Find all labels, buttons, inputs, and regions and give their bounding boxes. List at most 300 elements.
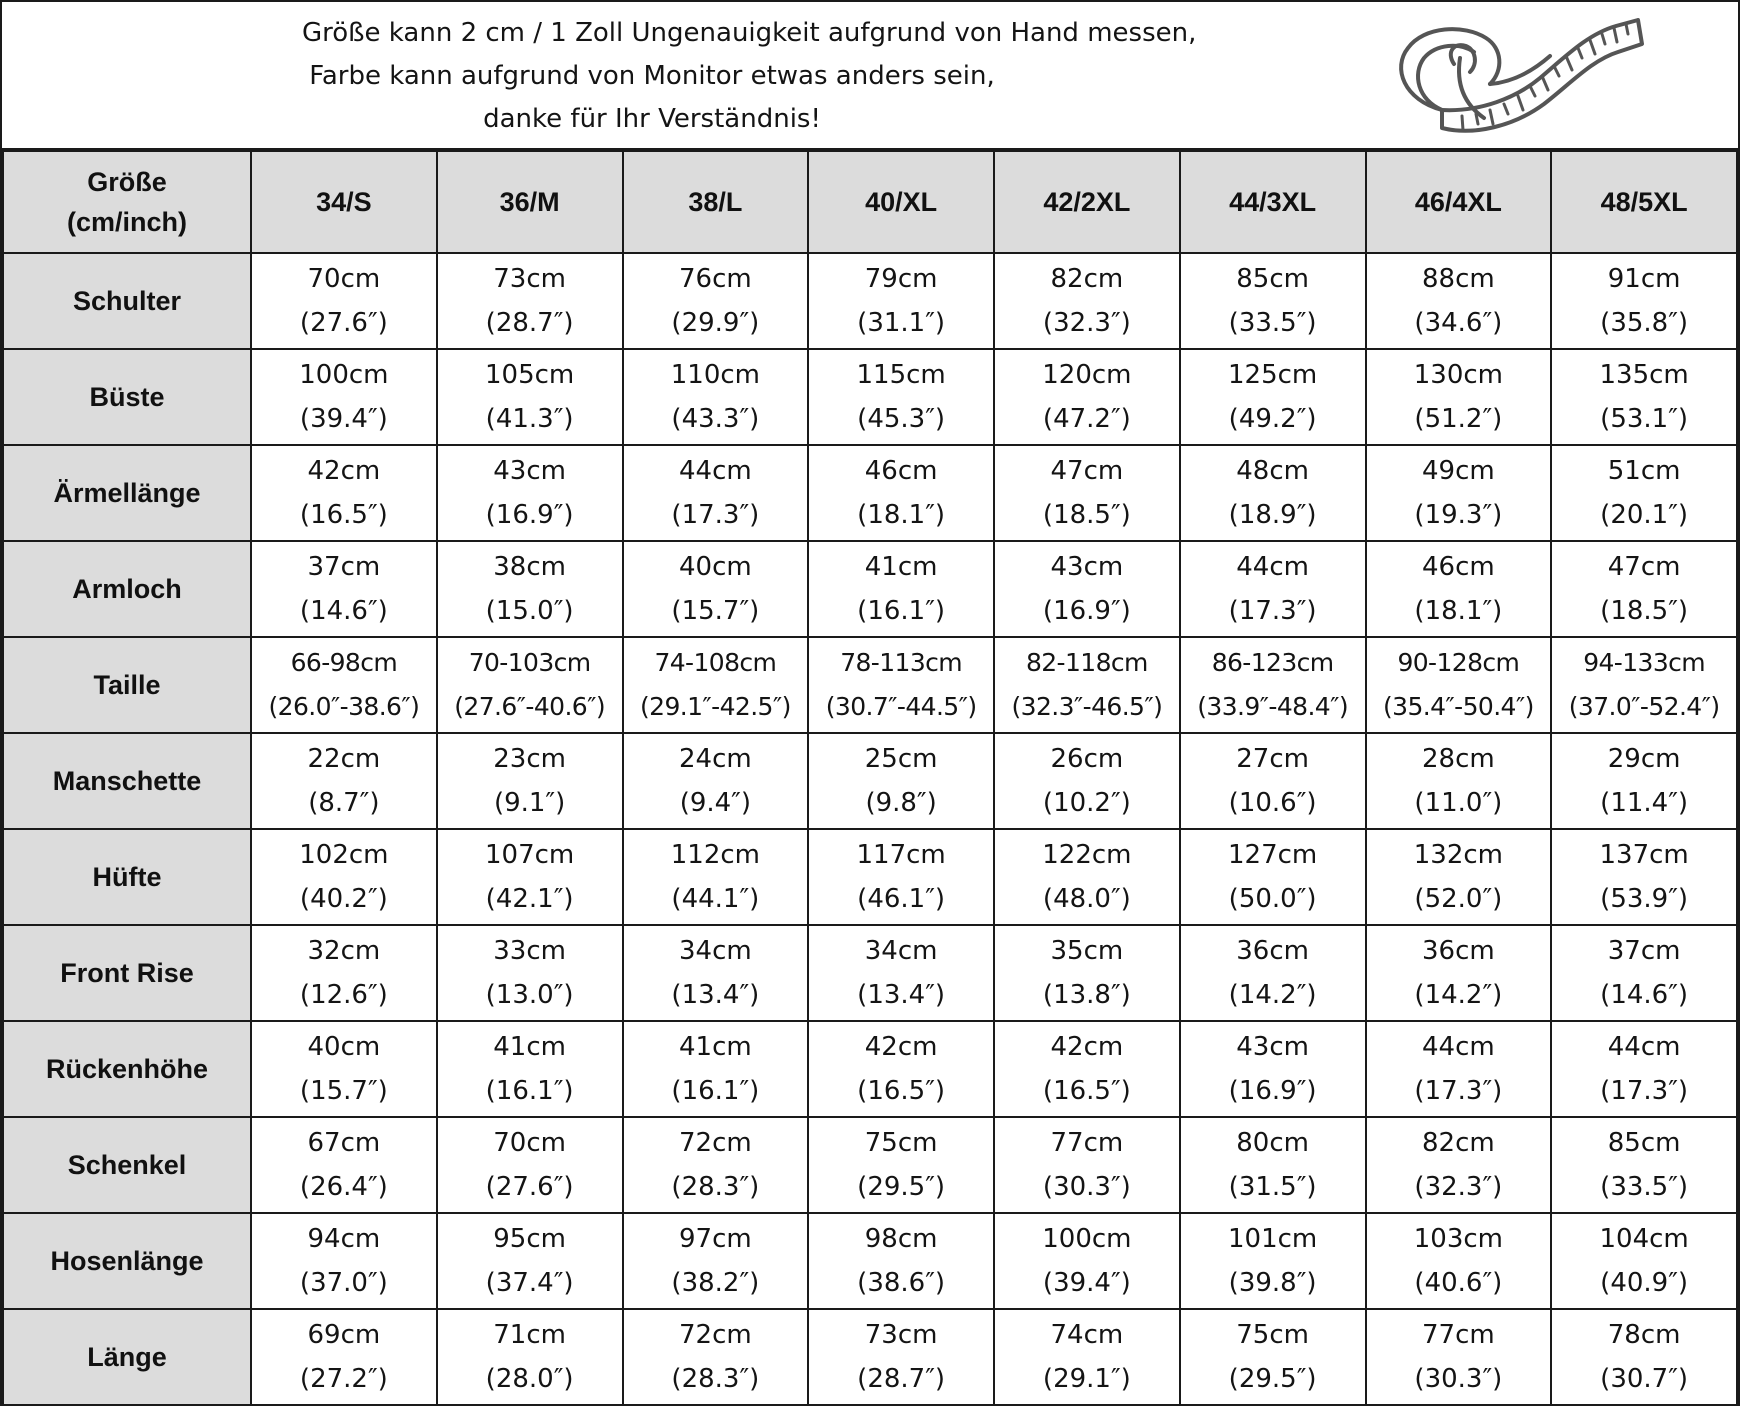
inch-value: (49.2″) [1228,404,1317,434]
inch-value: (30.3″) [1042,1172,1131,1202]
measurement-label: Ärmellänge [3,445,251,541]
inch-value: (27.6″-40.6″) [454,692,605,721]
measurement-cell [1366,349,1552,445]
cm-value: 75cm [1236,1320,1309,1350]
measurement-cell [623,349,809,445]
cm-value: 86-123cm [1211,648,1334,677]
inch-value: (18.1″) [857,500,946,530]
measurement-cell [1366,925,1552,1021]
inch-value: (15.0″) [485,596,574,626]
notice-line-1: Größe kann 2 cm / 1 Zoll Ungenauigkeit aufgrund von Hand messen, [302,18,1197,48]
measurement-cell [1180,1021,1366,1117]
measurement-cell [437,925,623,1021]
measurement-cell [1180,349,1366,445]
cm-value: 77cm [1422,1320,1495,1350]
inch-value: (38.2″) [671,1268,760,1298]
cm-value: 76cm [679,264,752,294]
cm-value: 85cm [1607,1128,1681,1158]
measurement-cell [994,253,1180,349]
table-row [3,541,1737,637]
measurement-cell [623,541,809,637]
inch-value: (42.1″) [485,884,574,914]
measurement-cell [437,253,623,349]
size-header: 48/5XL [1551,151,1737,253]
cm-value: 48cm [1236,456,1309,486]
cm-value: 72cm [679,1320,752,1350]
cm-value: 23cm [493,744,566,774]
inch-value: (28.3″) [671,1364,760,1394]
cm-value: 33cm [493,936,566,966]
measurement-cell [623,253,809,349]
inch-value: (12.6″) [299,980,388,1010]
cm-value: 44cm [1236,552,1309,582]
cm-value: 79cm [864,264,938,294]
measurement-cell [994,733,1180,829]
measurement-label: Schulter [3,253,251,349]
measurement-cell [251,733,437,829]
inch-value: (17.3″) [1228,596,1317,626]
cm-value: 47cm [1607,552,1681,582]
measurement-cell [808,253,994,349]
cm-value: 70cm [307,264,381,294]
inch-value: (48.0″) [1042,884,1131,914]
inch-value: (31.1″) [857,308,946,338]
measurement-label: Büste [3,349,251,445]
inch-value: (29.1″) [1042,1364,1131,1394]
inch-value: (35.4″-50.4″) [1383,692,1534,721]
measurement-cell [808,1309,994,1405]
measurement-cell [808,1021,994,1117]
measurement-cell [1551,829,1737,925]
measurement-cell [994,1213,1180,1309]
size-header: 34/S [251,151,437,253]
measurement-cell [1551,1213,1737,1309]
inch-value: (29.5″) [857,1172,946,1202]
cm-value: 132cm [1413,840,1503,870]
cm-value: 74cm [1050,1320,1124,1350]
cm-value: 82-118cm [1025,648,1148,677]
inch-value: (18.9″) [1228,500,1317,530]
cm-value: 77cm [1050,1128,1124,1158]
cm-value: 41cm [864,552,938,582]
cm-value: 120cm [1042,360,1132,390]
table-row [3,829,1737,925]
measurement-cell [251,1117,437,1213]
measurement-cell [437,1213,623,1309]
cm-value: 125cm [1228,360,1318,390]
cm-value: 98cm [864,1224,938,1254]
measurement-cell [251,829,437,925]
cm-value: 41cm [679,1032,752,1062]
cm-value: 112cm [670,840,760,870]
inch-value: (37.0″-52.4″) [1568,692,1720,721]
cm-value: 72cm [679,1128,752,1158]
inch-value: (51.2″) [1414,404,1503,434]
cm-value: 22cm [307,744,381,774]
table-row [3,1213,1737,1309]
cm-value: 122cm [1042,840,1132,870]
measurement-cell [623,1309,809,1405]
measurement-cell [994,1117,1180,1213]
inch-value: (29.9″) [671,308,760,338]
measurement-cell [623,829,809,925]
cm-value: 103cm [1413,1224,1503,1254]
inch-value: (28.3″) [671,1172,760,1202]
table-row [3,1117,1737,1213]
measurement-cell [1551,637,1737,733]
inch-value: (46.1″) [857,884,946,914]
measurement-cell [994,925,1180,1021]
cm-value: 104cm [1599,1224,1689,1254]
inch-value: (27.6″) [299,308,388,338]
measurement-cell [1551,445,1737,541]
inch-value: (39.8″) [1228,1268,1317,1298]
inch-value: (40.6″) [1414,1268,1503,1298]
inch-value: (13.4″) [671,980,760,1010]
measurement-cell [1180,637,1366,733]
size-table [2,150,1738,1406]
measurement-cell [808,541,994,637]
cm-value: 43cm [1236,1032,1309,1062]
inch-value: (43.3″) [671,404,760,434]
measurement-label: Hosenlänge [3,1213,251,1309]
inch-value: (17.3″) [1600,1076,1689,1106]
cm-value: 35cm [1050,936,1124,966]
measurement-cell [1366,1117,1552,1213]
measurement-cell [1366,829,1552,925]
measurement-cell [808,349,994,445]
cm-value: 115cm [856,360,946,390]
inch-value: (32.3″) [1414,1172,1503,1202]
inch-value: (14.6″) [299,596,388,626]
inch-value: (26.4″) [299,1172,388,1202]
cm-value: 26cm [1050,744,1124,774]
measurement-cell [623,733,809,829]
measurement-cell [994,349,1180,445]
inch-value: (50.0″) [1228,884,1317,914]
inch-value: (8.7″) [308,788,380,818]
measurement-cell [623,637,809,733]
measurement-cell [251,1309,437,1405]
inch-value: (40.9″) [1600,1268,1689,1298]
measurement-cell [994,829,1180,925]
cm-value: 88cm [1422,264,1495,294]
cm-value: 101cm [1228,1224,1318,1254]
measurement-cell [994,637,1180,733]
cm-value: 107cm [485,840,575,870]
inch-value: (35.8″) [1600,308,1689,338]
measurement-cell [437,541,623,637]
cm-value: 102cm [299,840,389,870]
measurement-cell [437,445,623,541]
size-header-row [3,151,1737,253]
cm-value: 85cm [1236,264,1309,294]
inch-value: (41.3″) [485,404,574,434]
cm-value: 40cm [679,552,752,582]
inch-value: (28.7″) [857,1364,946,1394]
table-row [3,637,1737,733]
cm-value: 74-108cm [654,648,777,677]
cm-value: 42cm [864,1032,938,1062]
measurement-cell [251,637,437,733]
inch-value: (19.3″) [1414,500,1503,530]
measurement-notice [2,2,1738,150]
inch-value: (16.1″) [857,596,946,626]
measurement-cell [1180,253,1366,349]
inch-value: (13.4″) [857,980,946,1010]
measurement-cell [808,637,994,733]
cm-value: 27cm [1236,744,1309,774]
measurement-cell [251,1213,437,1309]
cm-value: 36cm [1422,936,1495,966]
inch-value: (16.9″) [485,500,574,530]
cm-value: 42cm [307,456,381,486]
cm-value: 32cm [307,936,381,966]
measurement-cell [808,733,994,829]
measurement-cell [1551,733,1737,829]
cm-value: 43cm [493,456,566,486]
size-header: 38/L [623,151,809,253]
cm-value: 130cm [1413,360,1503,390]
measurement-cell [437,1309,623,1405]
inch-value: (14.6″) [1600,980,1689,1010]
cm-value: 97cm [679,1224,752,1254]
size-header: 44/3XL [1180,151,1366,253]
cm-value: 28cm [1422,744,1495,774]
cm-value: 135cm [1599,360,1689,390]
size-header: 46/4XL [1366,151,1552,253]
measurement-cell [994,445,1180,541]
measurement-cell [1551,349,1737,445]
measurement-cell [623,1117,809,1213]
inch-value: (53.1″) [1600,404,1689,434]
inch-value: (27.2″) [299,1364,388,1394]
inch-value: (31.5″) [1228,1172,1317,1202]
measurement-cell [1366,1213,1552,1309]
inch-value: (33.9″-48.4″) [1197,692,1348,721]
cm-value: 24cm [679,744,752,774]
inch-value: (13.8″) [1042,980,1131,1010]
measurement-cell [1551,253,1737,349]
table-row [3,1021,1737,1117]
cm-value: 137cm [1599,840,1689,870]
size-header: 40/XL [808,151,994,253]
cm-value: 95cm [493,1224,566,1254]
measurement-cell [994,541,1180,637]
size-header: 42/2XL [994,151,1180,253]
cm-value: 66-98cm [290,648,398,677]
inch-value: (44.1″) [671,884,760,914]
inch-value: (17.3″) [671,500,760,530]
measurement-label: Taille [3,637,251,733]
cm-value: 34cm [679,936,752,966]
inch-value: (20.1″) [1600,500,1689,530]
table-row [3,445,1737,541]
inch-value: (17.3″) [1414,1076,1503,1106]
inch-value: (16.1″) [671,1076,760,1106]
measurement-cell [437,829,623,925]
measurement-cell [808,1117,994,1213]
inch-value: (33.5″) [1228,308,1317,338]
inch-value: (37.0″) [299,1268,388,1298]
measurement-cell [1180,733,1366,829]
cm-value: 78cm [1607,1320,1681,1350]
cm-value: 69cm [307,1320,381,1350]
inch-value: (18.1″) [1414,596,1503,626]
cm-value: 91cm [1607,264,1681,294]
inch-value: (15.7″) [299,1076,388,1106]
inch-value: (32.3″) [1042,308,1131,338]
measurement-label: Schenkel [3,1117,251,1213]
measurement-cell [623,1021,809,1117]
measurement-cell [1366,1309,1552,1405]
cm-value: 70-103cm [468,648,591,677]
inch-value: (33.5″) [1600,1172,1689,1202]
measurement-label: Rückenhöhe [3,1021,251,1117]
inch-value: (32.3″-46.5″) [1011,692,1163,721]
inch-value: (28.7″) [485,308,574,338]
inch-value: (11.0″) [1414,788,1503,818]
measurement-cell [1180,1213,1366,1309]
cm-value: 80cm [1236,1128,1309,1158]
measurement-cell [1551,925,1737,1021]
cm-value: 51cm [1607,456,1681,486]
inch-value: (29.5″) [1228,1364,1317,1394]
cm-value: 100cm [299,360,389,390]
measurement-cell [1180,445,1366,541]
cm-value: 46cm [1422,552,1495,582]
measurement-cell [808,1213,994,1309]
cm-value: 94-133cm [1583,648,1706,677]
measurement-cell [808,829,994,925]
inch-value: (30.7″) [1600,1364,1689,1394]
measurement-cell [1366,733,1552,829]
inch-value: (29.1″-42.5″) [640,692,791,721]
inch-value: (30.7″-44.5″) [825,692,977,721]
inch-value: (38.6″) [857,1268,946,1298]
inch-value: (10.6″) [1228,788,1317,818]
measurement-cell [437,1021,623,1117]
table-row [3,925,1737,1021]
measurement-cell [251,1021,437,1117]
cm-value: 49cm [1422,456,1495,486]
cm-value: 37cm [307,552,381,582]
measurement-cell [623,1213,809,1309]
measurement-label: Front Rise [3,925,251,1021]
cm-value: 36cm [1236,936,1309,966]
measurement-cell [1551,541,1737,637]
measurement-cell [808,445,994,541]
inch-value: (14.2″) [1228,980,1317,1010]
measurement-cell [1366,1021,1552,1117]
inch-value: (34.6″) [1414,308,1503,338]
cm-value: 105cm [485,360,575,390]
inch-value: (28.0″) [485,1364,574,1394]
inch-value: (9.1″) [493,788,566,818]
measurement-cell [1180,1309,1366,1405]
cm-value: 94cm [307,1224,381,1254]
size-table-body [3,253,1737,1405]
cm-value: 34cm [864,936,938,966]
cm-value: 67cm [307,1128,381,1158]
inch-value: (45.3″) [857,404,946,434]
table-row [3,253,1737,349]
inch-value: (52.0″) [1414,884,1503,914]
inch-value: (16.5″) [857,1076,946,1106]
inch-value: (10.2″) [1042,788,1131,818]
cm-value: 82cm [1422,1128,1495,1158]
measurement-cell [1366,541,1552,637]
measurement-cell [1551,1309,1737,1405]
inch-value: (9.8″) [865,788,937,818]
measurement-cell [1551,1021,1737,1117]
cm-value: 90-128cm [1397,648,1520,677]
inch-value: (16.9″) [1228,1076,1317,1106]
measurement-cell [994,1309,1180,1405]
cm-value: 47cm [1050,456,1124,486]
inch-value: (39.4″) [299,404,388,434]
inch-value: (16.5″) [299,500,388,530]
inch-value: (16.1″) [485,1076,574,1106]
notice-text [302,12,1197,141]
measurement-cell [1180,1117,1366,1213]
inch-value: (27.6″) [485,1172,574,1202]
cm-value: 41cm [493,1032,566,1062]
measurement-cell [623,925,809,1021]
inch-value: (40.2″) [299,884,388,914]
measurement-cell [251,445,437,541]
cm-value: 71cm [493,1320,566,1350]
cm-value: 43cm [1050,552,1124,582]
cm-value: 117cm [856,840,946,870]
measurement-cell [1180,541,1366,637]
measurement-cell [1366,637,1552,733]
cm-value: 25cm [864,744,938,774]
measurement-cell [251,541,437,637]
measurement-cell [994,1021,1180,1117]
cm-value: 70cm [493,1128,566,1158]
cm-value: 78-113cm [840,648,963,677]
inch-value: (26.0″-38.6″) [268,692,420,721]
measurement-cell [1366,253,1552,349]
inch-value: (13.0″) [485,980,574,1010]
measurement-label: Armloch [3,541,251,637]
inch-value: (30.3″) [1414,1364,1503,1394]
inch-value: (14.2″) [1414,980,1503,1010]
cm-value: 73cm [864,1320,938,1350]
measurement-cell [1180,925,1366,1021]
cm-value: 75cm [864,1128,938,1158]
unit-header-label: (cm/inch) [66,207,187,237]
cm-value: 42cm [1050,1032,1124,1062]
cm-value: 37cm [1607,936,1681,966]
cm-value: 40cm [307,1032,381,1062]
measurement-cell [251,253,437,349]
measurement-cell [251,349,437,445]
inch-value: (39.4″) [1042,1268,1131,1298]
notice-line-2: Farbe kann aufgrund von Monitor etwas anders sein, [309,61,995,91]
measurement-cell [808,925,994,1021]
measurement-cell [623,445,809,541]
inch-value: (37.4″) [485,1268,574,1298]
size-header: 36/M [437,151,623,253]
measurement-cell [437,637,623,733]
cm-value: 82cm [1050,264,1124,294]
inch-value: (16.9″) [1042,596,1131,626]
size-header-label: Größe [87,167,167,197]
measurement-cell [437,349,623,445]
inch-value: (16.5″) [1042,1076,1131,1106]
